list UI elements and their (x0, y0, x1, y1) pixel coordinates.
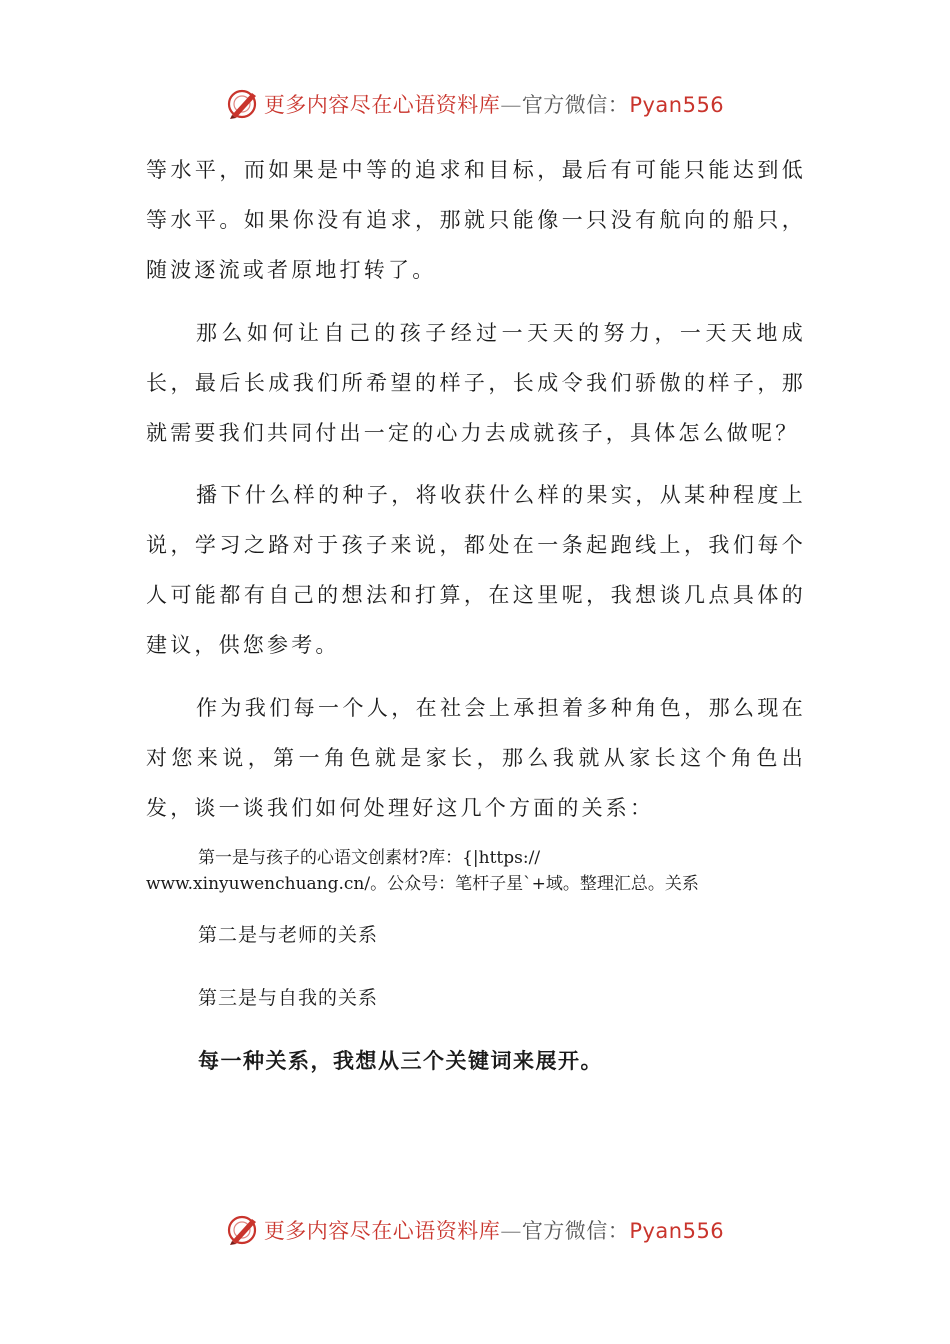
footer-site-text: 更多内容尽在心语资料库 (263, 1219, 501, 1243)
header-banner-text (264, 89, 724, 119)
header-wechat-label: 官方微信： (521, 93, 630, 117)
list-item-1-line-2: www.xinyuwenchuang.cn/。公众号：笔杆子星`+域。整理汇总。关系 (146, 874, 699, 894)
paragraph-1: 等水平，而如果是中等的追求和目标，最后有可能只能达到低等水平。如果你没有追求，那就只能像一只没有航向的船只，随波逐流或者原地打转了。 (146, 158, 806, 282)
footer-banner-text (264, 1215, 724, 1245)
list-item-3: 第三是与自我的关系 (198, 987, 379, 1009)
paragraph-4: 作为我们每一个人，在社会上承担着多种角色，那么现在对您来说，第一角色就是家长，那么我就从家长这个角色出发，谈一谈我们如何处理好这几个方面的关系： (146, 696, 806, 820)
footer-wechat-handle: Pyan556 (629, 1219, 725, 1243)
pen-logo-icon (226, 87, 260, 121)
footer-wechat-label: 官方微信： (521, 1219, 630, 1243)
pen-logo-icon (226, 1213, 260, 1247)
header-site-text: 更多内容尽在心语资料库 (263, 93, 501, 117)
paragraph-3: 播下什么样的种子，将收获什么样的果实，从某种程度上说，学习之路对于孩子来说，都处在一条起跑线上，我们每个人可能都有自己的想法和打算，在这里呢，我想谈几点具体的建议，供您参考。 (146, 483, 806, 657)
closing-statement: 每一种关系，我想从三个关键词来展开。 (198, 1049, 603, 1073)
footer-banner (0, 1210, 950, 1250)
header-dash: — (500, 93, 522, 117)
paragraph-2: 那么如何让自己的孩子经过一天天的努力，一天天地成长，最后长成我们所希望的样子，长成令我们骄傲的样子，那就需要我们共同付出一定的心力去成就孩子，具体怎么做呢？ (146, 321, 806, 445)
list-item-1-line-1: 第一是与孩子的心语文创素材?库：{|https:// (198, 848, 541, 868)
header-wechat-handle: Pyan556 (629, 93, 725, 117)
list-item-1 (146, 845, 806, 897)
footer-dash: — (500, 1219, 522, 1243)
header-banner (0, 84, 950, 124)
list-item-2: 第二是与老师的关系 (198, 924, 379, 946)
